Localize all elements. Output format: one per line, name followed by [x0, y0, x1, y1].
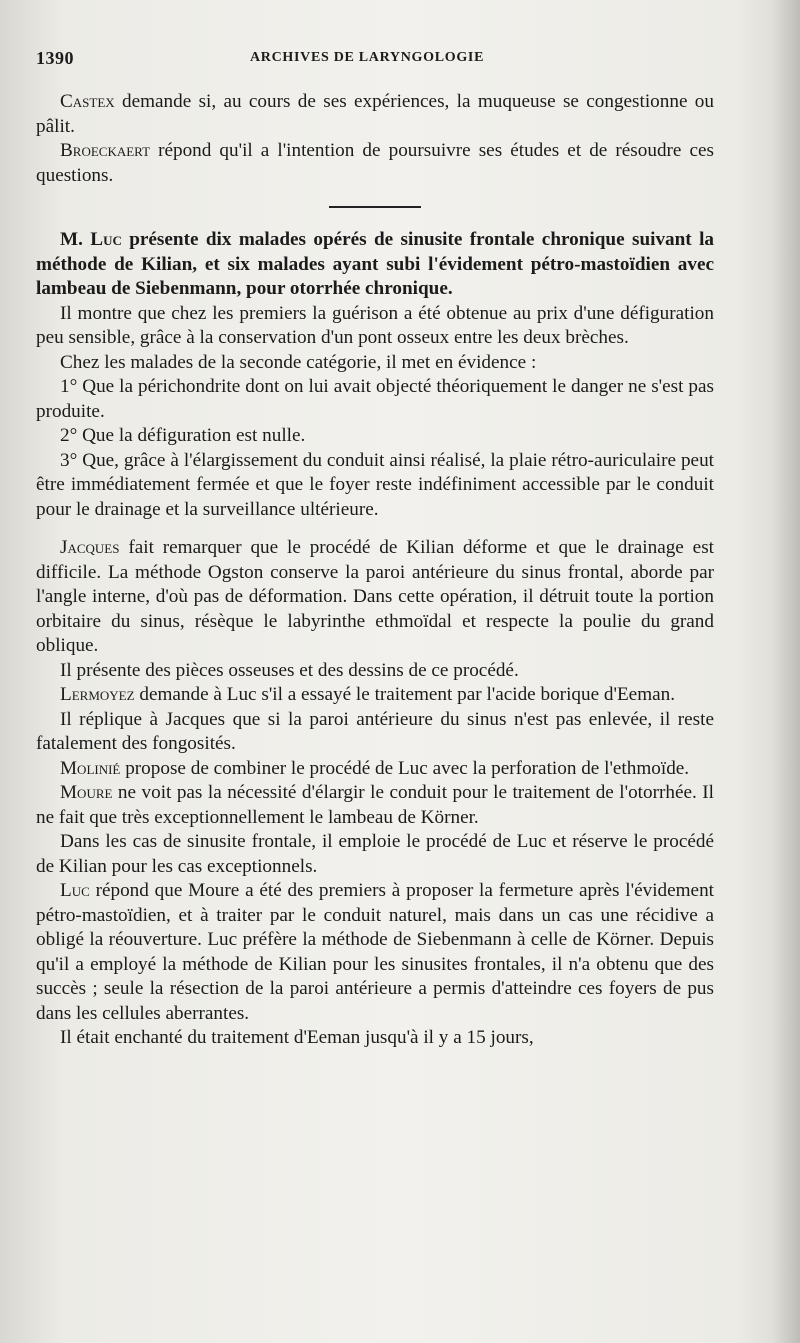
speaker-name: Jacques	[60, 537, 120, 558]
page-edge-shadow	[772, 0, 800, 1343]
paragraph-results-first: Il montre que chez les premiers la guérison a été obtenue au prix d'une défiguration peu sensible, grâce à la conservation d'un pont osseux entre les deux brèches.	[36, 302, 714, 348]
list-item: 1° Que la périchondrite dont on lui avait objecté théoriquement le danger ne s'est pas produite.	[36, 376, 714, 422]
running-title: ARCHIVES DE LARYNGOLOGIE	[250, 50, 485, 65]
paragraph-pieces: Il présente des pièces osseuses et des dessins de ce procédé.	[60, 659, 519, 681]
list-item: 2° Que la défiguration est nulle.	[60, 425, 306, 446]
paragraph-luc-reply	[36, 879, 714, 1026]
paragraph-text: répond qu'il a l'intention de poursuivre ses études et de résoudre ces questions.	[36, 140, 714, 186]
spacer	[36, 522, 714, 536]
speaker-name: Luc	[60, 880, 90, 901]
speaker-name: Broeckaert	[60, 140, 151, 161]
paragraph-text-bold: présente dix malades opérés de sinusite frontale chronique suivant la méthode de Kilian, et six malades ayant subi l'évidement pétro-mastoïdien avec lambeau de Siebenmann, pour otorrhée chronique.	[36, 229, 714, 299]
paragraph-luc-presentation	[36, 228, 714, 302]
article-body	[36, 90, 714, 1051]
paragraph-moure	[36, 781, 714, 830]
paragraph-results-second: Chez les malades de la seconde catégorie, il met en évidence :	[60, 351, 537, 373]
page-header	[36, 48, 726, 72]
paragraph-text: répond que Moure a été des premiers à proposer la fermeture après l'évidement pétro-mastoïdien, et à traiter par le conduit naturel, mais dans un cas une récidive a obligé la réouverture. Luc préfère la méthode de Siebenmann à celle de Körner. Depuis qu'il a employé la méthode de Kilian pour les sinusites frontales, il n'a obtenu que des succès ; seule la résection de la paroi antérieure a permis d'atteindre ces foyers de pus dans les cellules aberrantes.	[36, 880, 714, 1024]
paragraph-text: demande à Luc s'il a essayé le traitement par l'acide borique d'Eeman.	[134, 684, 676, 705]
speaker-name: Lermoyez	[60, 684, 135, 705]
paragraph-castex	[36, 90, 714, 139]
page-number: 1390	[36, 48, 74, 68]
speaker-name: Castex	[60, 91, 115, 112]
paragraph-lermoyez	[36, 683, 714, 708]
paragraph-text: demande si, au cours de ses expériences, la muqueuse se congestionne ou pâlit.	[36, 91, 714, 137]
paragraph-reply: Il réplique à Jacques que si la paroi antérieure du sinus n'est pas enlevée, il reste fatalement des fongosités.	[36, 708, 714, 754]
paragraph-sinusite: Dans les cas de sinusite frontale, il emploie le procédé de Luc et réserve le procédé de Kilian pour les cas exceptionnels.	[36, 831, 714, 877]
paragraph-eeman: Il était enchanté du traitement d'Eeman jusqu'à il y a 15 jours,	[60, 1027, 534, 1048]
speaker-prefix: M.	[60, 229, 91, 250]
section-divider	[329, 206, 421, 208]
speaker-name: Luc	[90, 229, 122, 250]
paragraph-text: propose de combiner le procédé de Luc avec la perforation de l'ethmoïde.	[120, 757, 690, 779]
list-item: 3° Que, grâce à l'élargissement du conduit ainsi réalisé, la plaie rétro-auriculaire peut être immédiatement fermée et que le foyer reste indéfiniment accessible par le conduit pour le drainage et la surveillance ultérieure.	[36, 449, 714, 520]
paragraph-text: fait remarquer que le procédé de Kilian déforme et que le drainage est difficile. La méthode Ogston conserve la paroi antérieure du sinus frontal, aborde par l'angle interne, d'où pas de déformation. Dans cette opération, il détruit toute la portion orbitaire du sinus, résèque le labyrinthe ethmoïdal et respecte la poulie du grand oblique.	[36, 537, 714, 656]
speaker-name: Molinié	[60, 757, 121, 779]
paragraph-text: ne voit pas la nécessité d'élargir le conduit pour le traitement de l'otorrhée. Il ne fait que très exceptionnellement le lambeau de Körner.	[36, 782, 714, 828]
paragraph-broeckaert	[36, 139, 714, 188]
speaker-name: Moure	[60, 782, 113, 803]
paragraph-jacques	[36, 536, 714, 659]
paragraph-molinie	[36, 757, 714, 782]
